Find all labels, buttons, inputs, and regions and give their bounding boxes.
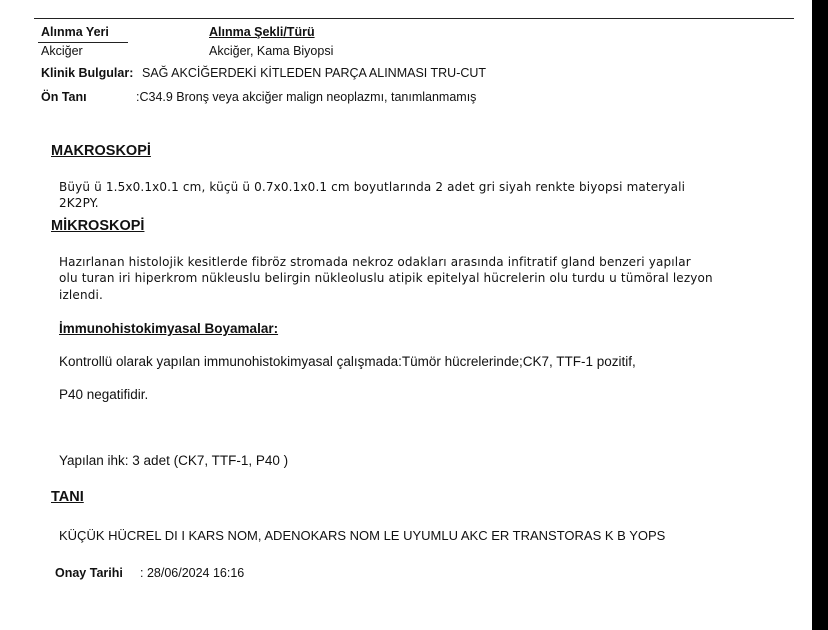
onay-tarihi-label: Onay Tarihi [55,566,123,580]
alinma-yeri-underline [38,42,128,43]
alinma-sekli-value: Akciğer, Kama Biyopsi [209,44,334,58]
ihk-line-2: P40 negatifidir. [59,387,149,402]
mikroskopi-line-1: Hazırlanan histolojik kesitlerde fibröz stromada nekroz odakları arasında infitratif gland benzeri yapılar [59,255,691,269]
ihk-yapilan: Yapılan ihk: 3 adet (CK7, TTF-1, P40 ) [59,453,289,468]
tani-text: KÜÇÜK HÜCREL DI I KARS NOM, ADENOKARS NOM LE UYUMLU AKC ER TRANSTORAS K B YOPS [59,528,666,543]
tani-heading: TANI [51,489,84,505]
makroskopi-line-1: Büyü ü 1.5x0.1x0.1 cm, küçü ü 0.7x0.1x0.1 cm boyutlarında 2 adet gri siyah renkte biyopsi materyali [59,180,686,194]
makroskopi-line-2: 2K2PY. [59,196,99,210]
on-tani-value: :C34.9 Bronş veya akciğer malign neoplazmı, tanımlanmamış [136,90,477,104]
ihk-line-1: Kontrollü olarak yapılan immunohistokimyasal çalışmada:Tümör hücrelerinde;CK7, TTF-1 pozitif, [59,354,636,369]
mikroskopi-line-3: izlendi. [59,288,103,302]
on-tani-label: Ön Tanı [41,90,87,104]
klinik-bulgular-value: SAĞ AKCİĞERDEKİ KİTLEDEN PARÇA ALINMASI TRU-CUT [142,66,487,80]
ihk-heading: İmmunohistokimyasal Boyamalar: [59,321,279,336]
mikroskopi-line-2: olu turan iri hiperkrom nükleuslu belirgin nükleoluslu atipik epitelyal hücrelerin olu turdu u tümöral lezyon [59,271,713,285]
alinma-yeri-value: Akciğer [41,44,83,58]
makroskopi-heading: MAKROSKOPİ [51,143,151,159]
top-divider [34,18,794,19]
klinik-bulgular-label: Klinik Bulgular: [41,66,134,80]
alinma-yeri-label: Alınma Yeri [41,25,109,39]
alinma-sekli-label: Alınma Şekli/Türü [209,25,315,39]
onay-tarihi-value: : 28/06/2024 16:16 [140,566,245,580]
mikroskopi-heading: MİKROSKOPİ [51,218,145,234]
